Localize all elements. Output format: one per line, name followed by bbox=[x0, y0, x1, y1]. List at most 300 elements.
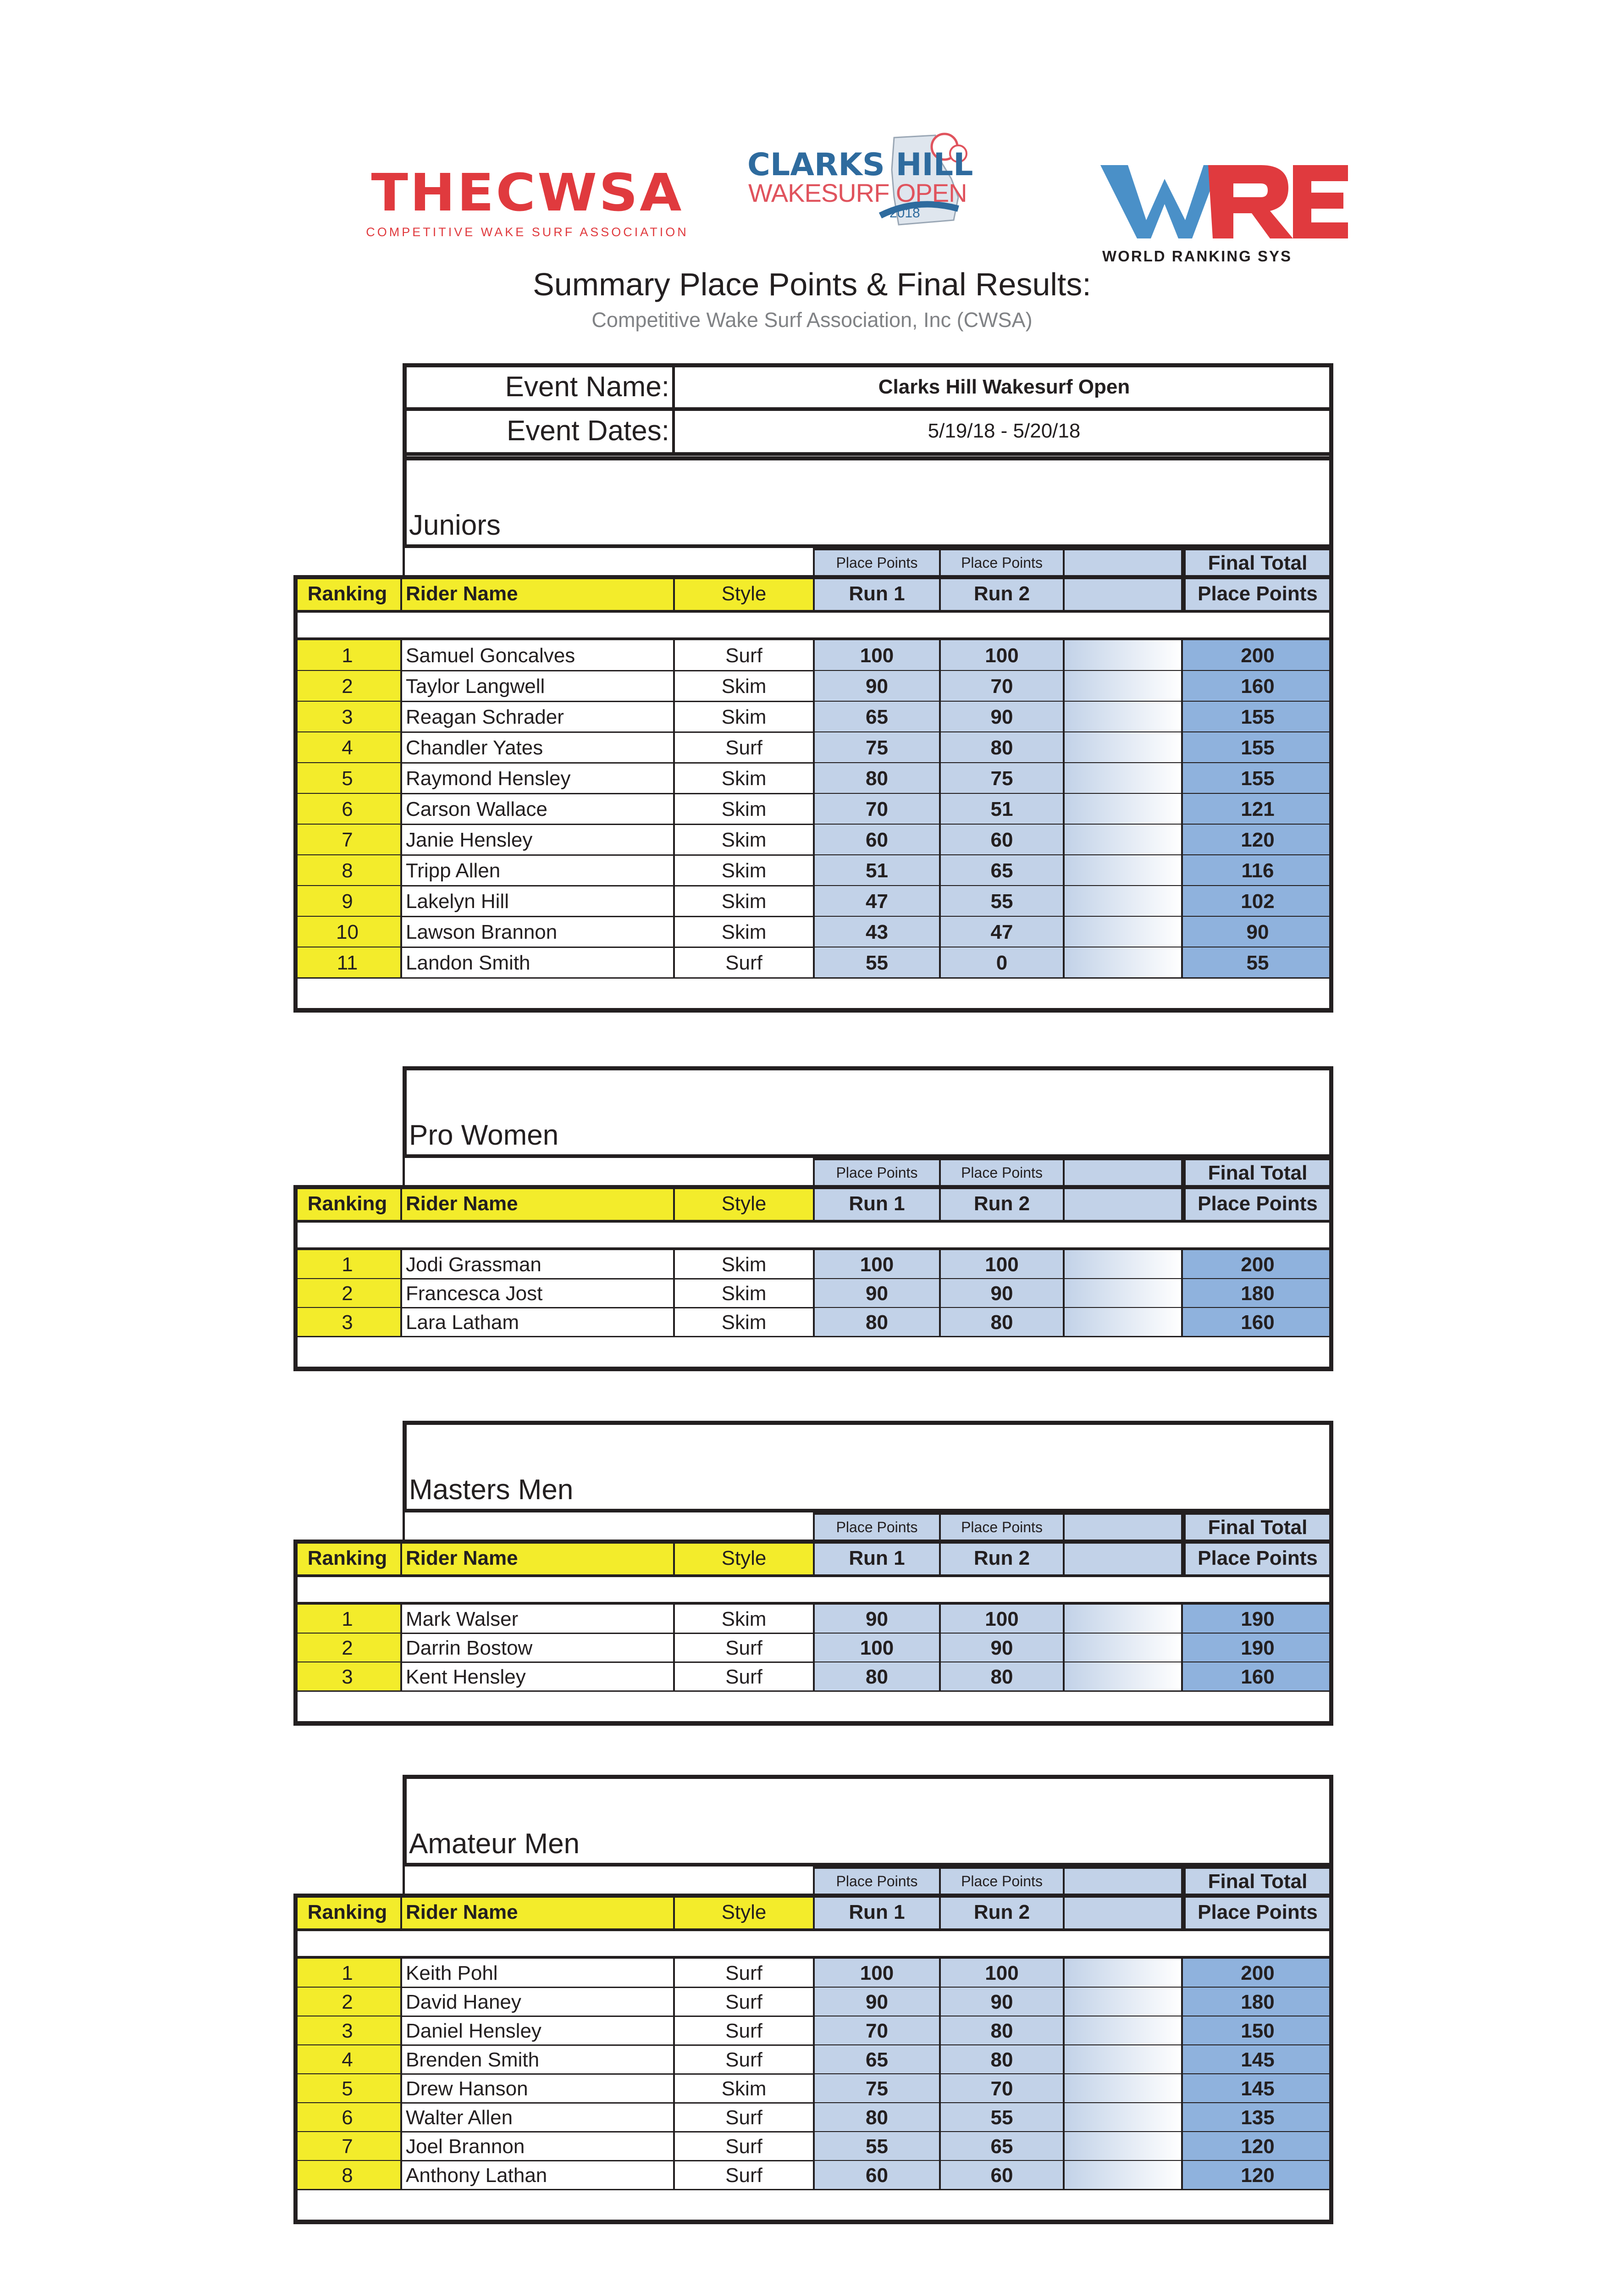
grid-line bbox=[400, 1542, 402, 1574]
run2-header: Run 2 bbox=[940, 1542, 1064, 1574]
run2-points: 100 bbox=[940, 1605, 1064, 1634]
final-total-points: 145 bbox=[1182, 2045, 1333, 2074]
empty-cell bbox=[1064, 825, 1182, 855]
rider-style: Skim bbox=[721, 921, 767, 943]
grid-line bbox=[403, 456, 405, 578]
rider-style: Surf bbox=[725, 644, 762, 667]
rider-name: Landon Smith bbox=[406, 952, 530, 974]
rider-name: Reagan Schrader bbox=[406, 706, 564, 728]
section-title: Juniors bbox=[409, 510, 501, 541]
page-title: Summary Place Points & Final Results: bbox=[533, 266, 1091, 302]
final-total-points: 135 bbox=[1182, 2103, 1333, 2132]
final-total-points: 190 bbox=[1182, 1605, 1333, 1634]
final-total-points: 160 bbox=[1182, 1662, 1333, 1691]
final-total-points: 120 bbox=[1182, 2132, 1333, 2161]
grid-line bbox=[939, 1605, 941, 1691]
rider-name: Taylor Langwell bbox=[406, 675, 545, 698]
run2-points: 65 bbox=[940, 2132, 1064, 2161]
final-total-header: Final Total bbox=[1182, 1867, 1333, 1896]
empty-cell bbox=[1064, 1959, 1182, 1988]
grid-line bbox=[1063, 1867, 1065, 1928]
rider-style: Skim bbox=[721, 798, 767, 820]
rider-rank: 1 bbox=[293, 1605, 401, 1634]
run1-points: 75 bbox=[814, 732, 940, 763]
grid-line bbox=[1182, 1158, 1186, 1220]
empty-cell bbox=[1064, 2132, 1182, 2161]
rider-style: Surf bbox=[725, 2135, 762, 2158]
run1-points: 43 bbox=[814, 917, 940, 947]
event-dates-label: Event Dates: bbox=[507, 415, 669, 447]
empty-cell bbox=[1064, 947, 1182, 978]
empty-cell bbox=[1064, 1988, 1182, 2016]
rider-style: Surf bbox=[725, 2020, 762, 2042]
run1-points: 80 bbox=[814, 1308, 940, 1337]
rider-name: Anthony Lathan bbox=[406, 2164, 547, 2187]
grid-line bbox=[1329, 1158, 1333, 1220]
style-header: Style bbox=[674, 1542, 814, 1574]
rider-style: Surf bbox=[725, 1666, 762, 1688]
rider-name: Chandler Yates bbox=[406, 737, 543, 759]
section-divider bbox=[403, 1509, 1333, 1512]
empty-cell bbox=[1064, 1250, 1182, 1279]
grid-line bbox=[293, 1540, 298, 1574]
event-name-row bbox=[403, 367, 1333, 408]
run1-place-points-header: Place Points bbox=[814, 1512, 940, 1542]
clarks-hill-title: CLARKS HILL bbox=[747, 147, 973, 183]
rider-style: Surf bbox=[725, 952, 762, 974]
rider-name: Walter Allen bbox=[406, 2106, 513, 2129]
grid-line bbox=[1329, 1574, 1333, 1721]
grid-line bbox=[403, 1775, 405, 1896]
section-title: Masters Men bbox=[409, 1474, 574, 1506]
final-total-points: 200 bbox=[1182, 1250, 1333, 1279]
grid-line bbox=[939, 1512, 941, 1574]
final-total-points: 200 bbox=[1182, 1959, 1333, 1988]
rider-name: Lakelyn Hill bbox=[406, 890, 509, 913]
grid-line bbox=[293, 1574, 1333, 1577]
empty-cell bbox=[1064, 886, 1182, 917]
run2-points: 80 bbox=[940, 1308, 1064, 1337]
run2-points: 65 bbox=[940, 855, 1064, 886]
grid-line bbox=[400, 1188, 402, 1220]
grid-line bbox=[1329, 1867, 1333, 1928]
cwsa-logo-wordmark: THECWSA bbox=[371, 162, 684, 223]
grid-line bbox=[1181, 640, 1183, 978]
rider-style: Skim bbox=[721, 675, 767, 698]
wrs-emblem-icon bbox=[1096, 156, 1353, 248]
grid-line bbox=[293, 575, 298, 610]
grid-line bbox=[400, 1959, 402, 2190]
run2-points: 80 bbox=[940, 2045, 1064, 2074]
grid-line bbox=[813, 640, 815, 978]
rider-name: Keith Pohl bbox=[406, 1962, 498, 1984]
run1-points: 80 bbox=[814, 1662, 940, 1691]
rider-style: Surf bbox=[725, 2106, 762, 2129]
rider-rank: 9 bbox=[293, 886, 401, 917]
rider-name: Drew Hanson bbox=[406, 2077, 528, 2100]
grid-line bbox=[1329, 1512, 1333, 1574]
empty-cell bbox=[1064, 763, 1182, 794]
run1-points: 80 bbox=[814, 2103, 940, 2132]
grid-line bbox=[939, 640, 941, 978]
rider-name-header: Rider Name bbox=[401, 1542, 674, 1574]
run1-points: 100 bbox=[814, 1959, 940, 1988]
grid-line bbox=[400, 1605, 402, 1691]
grid-line bbox=[1329, 548, 1333, 610]
grid-line bbox=[1181, 1250, 1183, 1337]
event-name-label: Event Name: bbox=[505, 371, 669, 403]
rider-rank: 3 bbox=[293, 1662, 401, 1691]
rider-rank: 8 bbox=[293, 855, 401, 886]
rider-style: Skim bbox=[721, 890, 767, 913]
run1-header: Run 1 bbox=[814, 1542, 940, 1574]
grid-line bbox=[1329, 610, 1333, 1008]
section-title: Amateur Men bbox=[409, 1828, 580, 1860]
event-divider bbox=[403, 452, 1333, 456]
cwsa-logo bbox=[348, 163, 706, 245]
final-total-points: 155 bbox=[1182, 702, 1333, 732]
run2-header: Run 2 bbox=[940, 578, 1064, 610]
rider-name: Jodi Grassman bbox=[406, 1253, 541, 1276]
rider-style: Skim bbox=[721, 767, 767, 790]
run2-header: Run 2 bbox=[940, 1896, 1064, 1928]
run1-place-points-header: Place Points bbox=[814, 1158, 940, 1188]
rider-rank: 8 bbox=[293, 2161, 401, 2190]
empty-cell bbox=[1064, 640, 1182, 671]
rider-style: Surf bbox=[725, 1637, 762, 1659]
clarks-hill-logo bbox=[743, 128, 981, 234]
run2-points: 80 bbox=[940, 1662, 1064, 1691]
grid-line bbox=[939, 1959, 941, 2190]
grid-line bbox=[1182, 548, 1186, 610]
grid-line bbox=[813, 548, 815, 610]
rider-rank: 7 bbox=[293, 825, 401, 855]
grid-line bbox=[1182, 1512, 1186, 1574]
run2-points: 90 bbox=[940, 1988, 1064, 2016]
empty-cell bbox=[1064, 1605, 1182, 1634]
empty-cell bbox=[1064, 855, 1182, 886]
ranking-header: Ranking bbox=[293, 1188, 401, 1220]
run1-points: 51 bbox=[814, 855, 940, 886]
run2-points: 80 bbox=[940, 2016, 1064, 2045]
run2-points: 90 bbox=[940, 1634, 1064, 1662]
run2-points: 0 bbox=[940, 947, 1064, 978]
run2-points: 55 bbox=[940, 2103, 1064, 2132]
rider-style: Surf bbox=[725, 1991, 762, 2013]
style-header: Style bbox=[674, 578, 814, 610]
rider-rank: 3 bbox=[293, 1308, 401, 1337]
run2-header: Run 2 bbox=[940, 1188, 1064, 1220]
grid-line bbox=[939, 1158, 941, 1220]
run1-points: 100 bbox=[814, 1634, 940, 1662]
run1-place-points-header: Place Points bbox=[814, 548, 940, 578]
grid-line bbox=[673, 1896, 675, 1928]
rider-name: Darrin Bostow bbox=[406, 1637, 533, 1659]
grid-line bbox=[1063, 1959, 1065, 2190]
clarks-hill-year: 2018 bbox=[889, 205, 920, 221]
grid-line bbox=[293, 1928, 1333, 1931]
grid-line bbox=[673, 640, 675, 978]
run2-points: 90 bbox=[940, 1279, 1064, 1308]
final-total-points: 160 bbox=[1182, 1308, 1333, 1337]
wrs-logo-text: WORLD RANKING SYS bbox=[1102, 248, 1292, 265]
rider-name: Tripp Allen bbox=[406, 859, 501, 882]
run2-points: 47 bbox=[940, 917, 1064, 947]
grid-line bbox=[293, 2220, 1333, 2224]
rider-name: Mark Walser bbox=[406, 1608, 519, 1630]
rider-rank: 11 bbox=[293, 947, 401, 978]
grid-line bbox=[814, 548, 1333, 550]
section-divider bbox=[403, 1863, 1333, 1867]
run2-points: 90 bbox=[940, 702, 1064, 732]
grid-line bbox=[1063, 1605, 1065, 1691]
run1-points: 90 bbox=[814, 671, 940, 702]
run2-points: 100 bbox=[940, 640, 1064, 671]
final-total-points: 55 bbox=[1182, 947, 1333, 978]
empty-cell bbox=[1064, 1279, 1182, 1308]
empty-cell bbox=[1064, 1308, 1182, 1337]
ranking-header: Ranking bbox=[293, 1896, 401, 1928]
rider-style: Surf bbox=[725, 1962, 762, 1984]
rider-style: Surf bbox=[725, 2049, 762, 2071]
empty-cell bbox=[1064, 2103, 1182, 2132]
grid-line bbox=[939, 548, 941, 610]
clarks-hill-subtitle: WAKESURF OPEN bbox=[748, 178, 967, 207]
grid-line bbox=[293, 1008, 1333, 1013]
run2-points: 70 bbox=[940, 671, 1064, 702]
grid-line bbox=[939, 1250, 941, 1337]
run1-points: 90 bbox=[814, 1605, 940, 1634]
grid-line bbox=[673, 1605, 675, 1691]
grid-line bbox=[1063, 548, 1065, 610]
final-total-points: 150 bbox=[1182, 2016, 1333, 2045]
final-total-points: 180 bbox=[1182, 1279, 1333, 1308]
grid-line bbox=[673, 1188, 675, 1220]
rider-rank: 10 bbox=[293, 917, 401, 947]
grid-line bbox=[1181, 1959, 1183, 2190]
run1-points: 100 bbox=[814, 1250, 940, 1279]
grid-line bbox=[1063, 640, 1065, 978]
run1-place-points-header: Place Points bbox=[814, 1867, 940, 1896]
rider-name: David Haney bbox=[406, 1991, 521, 2013]
event-name-value: Clarks Hill Wakesurf Open bbox=[672, 367, 1333, 408]
run2-place-points-header: Place Points bbox=[940, 1158, 1064, 1188]
rider-style: Skim bbox=[721, 1608, 767, 1630]
empty-cell bbox=[1064, 2074, 1182, 2103]
run1-points: 65 bbox=[814, 702, 940, 732]
grid-line bbox=[400, 640, 402, 978]
empty-cell bbox=[1064, 1634, 1182, 1662]
rider-rank: 5 bbox=[293, 763, 401, 794]
grid-line bbox=[293, 610, 1333, 613]
grid-line bbox=[813, 1959, 815, 2190]
rider-rank: 5 bbox=[293, 2074, 401, 2103]
rider-rank: 2 bbox=[293, 671, 401, 702]
run1-points: 80 bbox=[814, 763, 940, 794]
final-total-points: 116 bbox=[1182, 855, 1333, 886]
final-total-points: 120 bbox=[1182, 2161, 1333, 2190]
ranking-header: Ranking bbox=[293, 578, 401, 610]
final-total-points: 200 bbox=[1182, 640, 1333, 671]
wrs-logo bbox=[1096, 156, 1353, 265]
run2-place-points-header: Place Points bbox=[940, 1512, 1064, 1542]
grid-line bbox=[813, 1605, 815, 1691]
section-header-box bbox=[403, 456, 1333, 548]
final-total-points: 102 bbox=[1182, 886, 1333, 917]
run2-place-points-header: Place Points bbox=[940, 548, 1064, 578]
rider-rank: 6 bbox=[293, 794, 401, 825]
rider-name: Janie Hensley bbox=[406, 829, 533, 851]
rider-rank: 3 bbox=[293, 2016, 401, 2045]
grid-line bbox=[293, 1574, 298, 1721]
section-divider bbox=[403, 544, 1333, 548]
rider-rank: 6 bbox=[293, 2103, 401, 2132]
run1-points: 65 bbox=[814, 2045, 940, 2074]
rider-rank: 4 bbox=[293, 732, 401, 763]
run1-points: 60 bbox=[814, 825, 940, 855]
final-total-points: 190 bbox=[1182, 1634, 1333, 1662]
rider-name: Carson Wallace bbox=[406, 798, 547, 820]
grid-line bbox=[814, 1158, 1333, 1160]
empty-cell bbox=[1064, 671, 1182, 702]
empty-cell bbox=[1064, 2016, 1182, 2045]
grid-line bbox=[403, 1421, 405, 1542]
rider-rank: 2 bbox=[293, 1988, 401, 2016]
place-points-total-header: Place Points bbox=[1182, 578, 1333, 610]
grid-line bbox=[293, 1185, 298, 1220]
rider-style: Skim bbox=[721, 2077, 767, 2100]
run2-points: 51 bbox=[940, 794, 1064, 825]
grid-line bbox=[1063, 1512, 1065, 1574]
rider-style: Skim bbox=[721, 829, 767, 851]
run1-points: 75 bbox=[814, 2074, 940, 2103]
rider-name: Raymond Hensley bbox=[406, 767, 571, 790]
page-subtitle: Competitive Wake Surf Association, Inc (CWSA) bbox=[591, 308, 1033, 332]
empty-cell bbox=[1064, 2161, 1182, 2190]
run2-points: 60 bbox=[940, 825, 1064, 855]
event-dates-value: 5/19/18 - 5/20/18 bbox=[672, 411, 1333, 452]
place-points-total-header: Place Points bbox=[1182, 1542, 1333, 1574]
run2-points: 100 bbox=[940, 1959, 1064, 1988]
grid-line bbox=[403, 1066, 405, 1188]
run2-points: 75 bbox=[940, 763, 1064, 794]
rider-rank: 4 bbox=[293, 2045, 401, 2074]
grid-line bbox=[673, 1542, 675, 1574]
rider-rank: 3 bbox=[293, 702, 401, 732]
final-total-header: Final Total bbox=[1182, 1512, 1333, 1542]
run2-place-points-header: Place Points bbox=[940, 1867, 1064, 1896]
section-divider bbox=[403, 1154, 1333, 1158]
run1-points: 60 bbox=[814, 2161, 940, 2190]
run1-points: 55 bbox=[814, 947, 940, 978]
style-header: Style bbox=[674, 1896, 814, 1928]
cwsa-logo-tagline: COMPETITIVE WAKE SURF ASSOCIATION bbox=[366, 225, 689, 239]
grid-line bbox=[813, 1158, 815, 1220]
rider-rank: 1 bbox=[293, 640, 401, 671]
rider-style: Skim bbox=[721, 1282, 767, 1305]
final-total-points: 160 bbox=[1182, 671, 1333, 702]
run1-points: 100 bbox=[814, 640, 940, 671]
empty-cell bbox=[1064, 1662, 1182, 1691]
rider-name-header: Rider Name bbox=[401, 578, 674, 610]
grid-line bbox=[293, 1367, 1333, 1371]
grid-line bbox=[814, 1867, 1333, 1869]
grid-line bbox=[1329, 1220, 1333, 1367]
rider-rank: 2 bbox=[293, 1279, 401, 1308]
place-points-total-header: Place Points bbox=[1182, 1896, 1333, 1928]
empty-cell bbox=[1064, 794, 1182, 825]
run1-points: 90 bbox=[814, 1988, 940, 2016]
rider-name: Daniel Hensley bbox=[406, 2020, 541, 2042]
rider-name: Francesca Jost bbox=[406, 1282, 543, 1305]
grid-line bbox=[400, 1896, 402, 1928]
run1-header: Run 1 bbox=[814, 1188, 940, 1220]
grid-line bbox=[293, 1721, 1333, 1726]
event-divider bbox=[403, 407, 1333, 411]
grid-line bbox=[293, 1220, 298, 1367]
rider-style: Skim bbox=[721, 1311, 767, 1334]
run2-points: 80 bbox=[940, 732, 1064, 763]
rider-name: Brenden Smith bbox=[406, 2049, 540, 2071]
final-total-header: Final Total bbox=[1182, 548, 1333, 578]
run2-points: 55 bbox=[940, 886, 1064, 917]
grid-line bbox=[293, 610, 298, 1008]
rider-name: Lara Latham bbox=[406, 1311, 519, 1334]
rider-style: Surf bbox=[725, 2164, 762, 2187]
rider-style: Skim bbox=[721, 859, 767, 882]
run2-points: 100 bbox=[940, 1250, 1064, 1279]
rider-rank: 7 bbox=[293, 2132, 401, 2161]
style-header: Style bbox=[674, 1188, 814, 1220]
final-total-header: Final Total bbox=[1182, 1158, 1333, 1188]
grid-line bbox=[1329, 1928, 1333, 2220]
rider-rank: 2 bbox=[293, 1634, 401, 1662]
grid-line bbox=[1063, 1158, 1065, 1220]
rider-name: Kent Hensley bbox=[406, 1666, 526, 1688]
grid-line bbox=[939, 1867, 941, 1928]
grid-line bbox=[400, 578, 402, 610]
final-total-points: 121 bbox=[1182, 794, 1333, 825]
final-total-points: 90 bbox=[1182, 917, 1333, 947]
grid-line bbox=[400, 1250, 402, 1337]
grid-line bbox=[1063, 1250, 1065, 1337]
grid-line bbox=[1182, 1867, 1186, 1928]
grid-line bbox=[673, 578, 675, 610]
empty-cell bbox=[1064, 702, 1182, 732]
grid-line bbox=[813, 1867, 815, 1928]
empty-cell bbox=[1064, 732, 1182, 763]
empty-cell bbox=[1064, 917, 1182, 947]
run1-points: 55 bbox=[814, 2132, 940, 2161]
ranking-header: Ranking bbox=[293, 1542, 401, 1574]
place-points-total-header: Place Points bbox=[1182, 1188, 1333, 1220]
grid-line bbox=[293, 1928, 298, 2220]
final-total-points: 145 bbox=[1182, 2074, 1333, 2103]
rider-style: Skim bbox=[721, 706, 767, 728]
grid-line bbox=[813, 1512, 815, 1574]
grid-line bbox=[813, 1250, 815, 1337]
rider-name: Lawson Brannon bbox=[406, 921, 558, 943]
grid-line bbox=[814, 1512, 1333, 1515]
run1-points: 70 bbox=[814, 794, 940, 825]
rider-name: Joel Brannon bbox=[406, 2135, 525, 2158]
run1-header: Run 1 bbox=[814, 1896, 940, 1928]
empty-cell bbox=[1064, 2045, 1182, 2074]
rider-style: Skim bbox=[721, 1253, 767, 1276]
final-total-points: 155 bbox=[1182, 732, 1333, 763]
rider-name: Samuel Goncalves bbox=[406, 644, 575, 667]
run1-points: 70 bbox=[814, 2016, 940, 2045]
